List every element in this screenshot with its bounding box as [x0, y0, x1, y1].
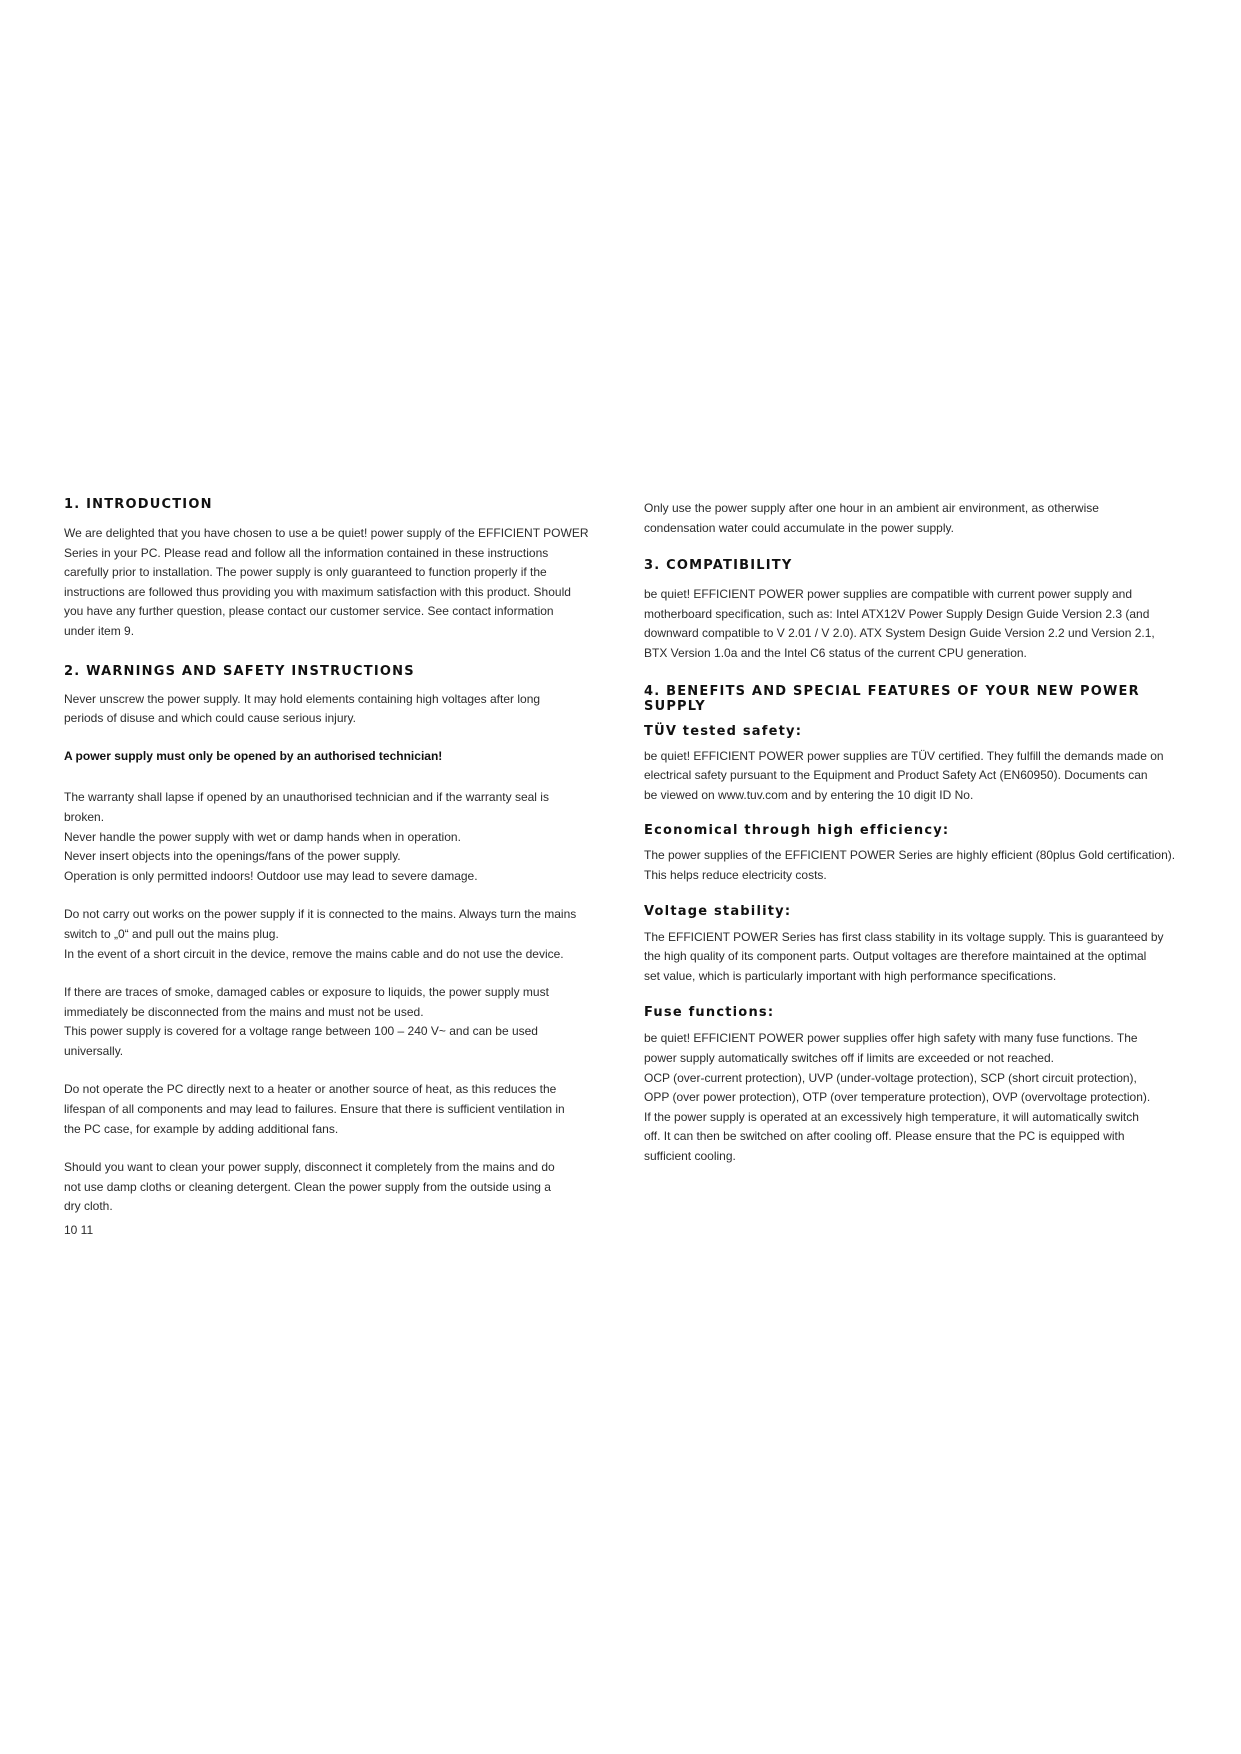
warnings-paragraph-6 — [64, 1158, 612, 1217]
text-line: Do not carry out works on the power supply if it is connected to the mains. Always turn the mains — [64, 907, 577, 922]
introduction-paragraph — [64, 524, 612, 642]
text-line: In the event of a short circuit in the device, remove the mains cable and do not use the device. — [64, 946, 564, 961]
text-line: The power supplies of the EFFICIENT POWER Series are highly efficient (80plus Gold certification). — [644, 848, 1176, 863]
fuse-paragraph — [644, 1029, 1187, 1166]
text-line: set value, which is particularly important with high performance specifications. — [644, 968, 1057, 983]
voltage-paragraph — [644, 928, 1187, 987]
text-line: carefully prior to installation. The power supply is only guaranteed to function properly if the — [64, 565, 547, 580]
section-heading-benefits: 4. BENEFITS AND SPECIAL FEATURES OF YOUR NEW POWER SUPPLY — [644, 683, 1140, 714]
text-line: dry cloth. — [64, 1199, 113, 1214]
text-line: OPP (over power protection), OTP (over temperature protection), OVP (overvoltage protection). — [644, 1090, 1151, 1105]
text-line: downward compatible to V 2.01 / V 2.0). ATX System Design Guide Version 2.2 und Version 2.1, — [644, 626, 1155, 641]
text-line: periods of disuse and which could cause serious injury. — [64, 711, 356, 726]
text-line: off. It can then be switched on after cooling off. Please ensure that the PC is equipped with — [644, 1129, 1125, 1144]
text-line: We are delighted that you have chosen to use a be quiet! power supply of the EFFICIENT POWER — [64, 526, 589, 540]
text-line: immediately be disconnected from the mains and must not be used. — [64, 1004, 424, 1019]
text-line: Never handle the power supply with wet or damp hands when in operation. — [64, 829, 461, 844]
text-line: Never unscrew the power supply. It may hold elements containing high voltages after long — [64, 691, 541, 706]
text-line: If the power supply is operated at an excessively high temperature, it will automatically switch — [644, 1109, 1139, 1124]
text-line: the PC case, for example by adding additional fans. — [64, 1121, 339, 1136]
text-line: the high quality of its component parts. Output voltages are therefore maintained at the optimal — [644, 949, 1147, 964]
text-line: be viewed on www.tuv.com and by entering the 10 digit ID No. — [644, 787, 974, 802]
left-column — [64, 497, 612, 1217]
text-line: Series in your PC. Please read and follow all the information contained in these instructions — [64, 545, 549, 560]
text-line: This power supply is covered for a voltage range between 100 – 240 V~ and can be used — [64, 1024, 538, 1039]
text-line: switch to „0“ and pull out the mains plug. — [64, 926, 279, 941]
text-line: you have any further question, please contact our customer service. See contact information — [64, 604, 554, 619]
text-line: If there are traces of smoke, damaged cables or exposure to liquids, the power supply must — [64, 985, 549, 1000]
text-line: under item 9. — [64, 623, 135, 638]
text-line: OCP (over-current protection), UVP (under-voltage protection), SCP (short circuit protection), — [644, 1070, 1137, 1085]
text-line: broken. — [64, 809, 105, 824]
text-line: condensation water could accumulate in the power supply. — [644, 520, 954, 535]
subheading-voltage-stability: Voltage stability: — [644, 903, 792, 919]
right-column — [644, 497, 1187, 1166]
section-heading-warnings: 2. WARNINGS AND SAFETY INSTRUCTIONS — [64, 663, 415, 679]
text-line: BTX Version 1.0a and the Intel C6 status of the current CPU generation. — [644, 645, 1027, 660]
subheading-economical: Economical through high efficiency: — [644, 823, 950, 839]
warnings-paragraph-4 — [64, 983, 612, 1061]
subheading-tuv-safety: TÜV tested safety: — [644, 723, 803, 739]
text-line: electrical safety pursuant to the Equipment and Product Safety Act (EN60950). Documents can — [644, 768, 1148, 783]
section-heading-compatibility: 3. COMPATIBILITY — [644, 558, 793, 574]
compatibility-paragraph — [644, 585, 1187, 663]
text-line: Do not operate the PC directly next to a heater or another source of heat, as this reduces the — [64, 1082, 557, 1097]
humidity-paragraph — [644, 499, 1187, 538]
text-line: The EFFICIENT POWER Series has first class stability in its voltage supply. This is guaranteed by — [644, 929, 1164, 944]
text-line: The warranty shall lapse if opened by an unauthorised technician and if the warranty seal is — [64, 790, 549, 805]
text-line: Only use the power supply after one hour in an ambient air environment, as otherwise — [644, 501, 1099, 515]
warnings-paragraph-3 — [64, 905, 612, 964]
text-line: sufficient cooling. — [644, 1148, 736, 1163]
text-line: Operation is only permitted indoors! Outdoor use may lead to severe damage. — [64, 868, 478, 883]
warnings-paragraph-1 — [64, 690, 612, 729]
subheading-fuse-functions: Fuse functions: — [644, 1005, 775, 1021]
page-numbers: 10 11 — [64, 1223, 94, 1237]
text-line: motherboard specification, such as: Intel ATX12V Power Supply Design Guide Version 2.3 (and — [644, 606, 1150, 621]
section-heading-introduction: 1. INTRODUCTION — [64, 497, 213, 512]
text-line: Never insert objects into the openings/fans of the power supply. — [64, 849, 401, 864]
text-line: universally. — [64, 1043, 124, 1058]
text-line: Should you want to clean your power supply, disconnect it completely from the mains and do — [64, 1160, 555, 1175]
text-line: be quiet! EFFICIENT POWER power supplies offer high safety with many fuse functions. The — [644, 1031, 1138, 1046]
text-line: not use damp cloths or cleaning detergent. Clean the power supply from the outside using a — [64, 1179, 551, 1194]
text-line: This helps reduce electricity costs. — [644, 867, 827, 882]
text-line: be quiet! EFFICIENT POWER power supplies are TÜV certified. They fulfill the demands made on — [644, 748, 1164, 763]
tuv-paragraph — [644, 747, 1187, 806]
authorised-technician-warning: A power supply must only be opened by an authorised technician! — [64, 748, 443, 763]
warnings-paragraph-5 — [64, 1080, 612, 1139]
text-line: power supply automatically switches off if limits are exceeded or not reached. — [644, 1050, 1054, 1065]
text-line: instructions are followed thus providing you with maximum satisfaction with this product. Should — [64, 584, 571, 599]
text-line: be quiet! EFFICIENT POWER power supplies are compatible with current power supply and — [644, 587, 1132, 602]
economical-paragraph — [644, 846, 1187, 885]
warnings-paragraph-2 — [64, 788, 612, 886]
text-line: lifespan of all components and may lead to failures. Ensure that there is sufficient ventilation in — [64, 1102, 565, 1117]
